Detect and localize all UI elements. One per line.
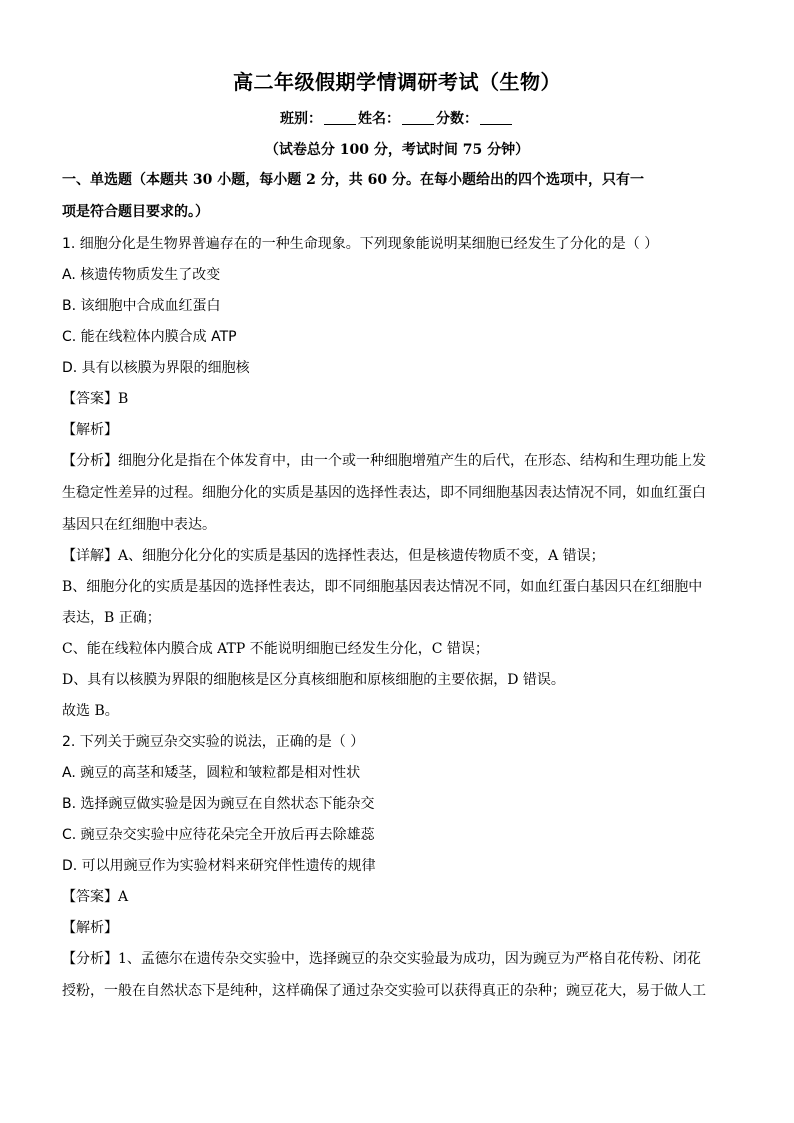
q1-stem: 1. 细胞分化是生物界普遍存在的一种生命现象。下列现象能说明某细胞已经发生了分化的是（ ） — [62, 236, 659, 252]
name-label: 姓名： — [358, 111, 400, 127]
student-info-line — [0, 108, 794, 128]
q2-answer: 【答案】A — [62, 889, 129, 905]
q2-option-b: B. 选择豌豆做实验是因为豌豆在自然状态下能杂交 — [62, 796, 375, 812]
q2-analysis-line2: 授粉，一般在自然状态下是纯种，这样确保了通过杂交实验可以获得真正的杂种；豌豆花大，易于做人工 — [62, 983, 706, 999]
q1-option-b: B. 该细胞中合成血红蛋白 — [62, 298, 221, 314]
score-blank[interactable] — [480, 110, 512, 125]
q1-option-a: A. 核遗传物质发生了改变 — [62, 267, 221, 283]
q1-detail-line5: D、具有以核膜为界限的细胞核是区分真核细胞和原核细胞的主要依据，D 错误。 — [62, 672, 565, 688]
q1-answer: 【答案】B — [62, 391, 129, 407]
q2-option-a: A. 豌豆的高茎和矮茎，圆粒和皱粒都是相对性状 — [62, 765, 361, 781]
q2-jiexi-heading: 【解析】 — [62, 920, 118, 936]
class-blank[interactable] — [324, 110, 356, 125]
q2-analysis-line1: 【分析】1、孟德尔在遗传杂交实验中，选择豌豆的杂交实验最为成功，因为豌豆为严格自花传粉、闭花 — [62, 951, 701, 967]
exam-note: （试卷总分 100 分，考试时间 75 分钟） — [264, 142, 530, 158]
score-label: 分数： — [436, 111, 478, 127]
section-heading-line1: 一、单选题（本题共 30 小题，每小题 2 分，共 60 分。在每小题给出的四个选项中，只有一 — [62, 172, 644, 188]
class-label: 班别： — [280, 111, 322, 127]
q1-conclusion: 故选 B。 — [62, 703, 119, 719]
q1-detail-line2: B、细胞分化的实质是基因的选择性表达，即不同细胞基因表达情况不同，如血红蛋白基因只在红细胞中 — [62, 579, 703, 595]
q1-detail-line3: 表达，B 正确； — [62, 610, 161, 626]
q2-option-c: C. 豌豆杂交实验中应待花朵完全开放后再去除雄蕊 — [62, 827, 375, 843]
q2-option-d: D. 可以用豌豆作为实验材料来研究伴性遗传的规律 — [62, 858, 376, 874]
q1-analysis-line2: 生稳定性差异的过程。细胞分化的实质是基因的选择性表达，即不同细胞基因表达情况不同，如血红蛋白 — [62, 485, 706, 501]
q1-detail-line4: C、能在线粒体内膜合成 ATP 不能说明细胞已经发生分化，C 错误； — [62, 641, 489, 657]
q1-analysis-line1: 【分析】细胞分化是指在个体发育中，由一个或一种细胞增殖产生的后代，在形态、结构和生理功能上发 — [62, 453, 706, 469]
q1-option-c: C. 能在线粒体内膜合成 ATP — [62, 329, 237, 345]
section-heading-line2: 项是符合题目要求的。） — [62, 204, 209, 220]
q2-stem: 2. 下列关于豌豆杂交实验的说法，正确的是（ ） — [62, 734, 365, 750]
q1-analysis-line3: 基因只在红细胞中表达。 — [62, 517, 216, 533]
q1-jiexi-heading: 【解析】 — [62, 422, 118, 438]
q1-detail-line1: 【详解】A、细胞分化分化的实质是基因的选择性表达，但是核遗传物质不变，A 错误； — [62, 548, 605, 564]
page-title: 高二年级假期学情调研考试（生物） — [233, 70, 561, 94]
name-blank[interactable] — [402, 110, 434, 125]
q1-option-d: D. 具有以核膜为界限的细胞核 — [62, 360, 250, 376]
